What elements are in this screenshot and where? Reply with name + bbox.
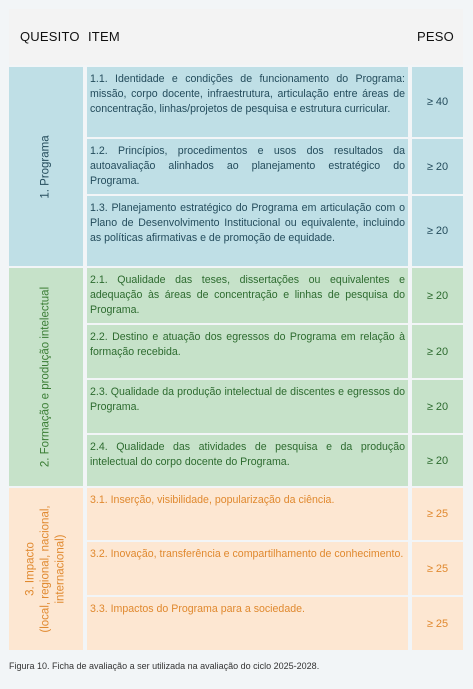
quesito-label: 1. Programa [39, 134, 52, 199]
peso-cell: ≥ 25 [412, 597, 463, 650]
header-peso: PESO [417, 29, 454, 44]
item-cell: 2.3. Qualidade da produção intelectual de discentes e egressos do Programa. [87, 380, 408, 433]
peso-cell: ≥ 25 [412, 488, 463, 540]
item-cell: 2.1. Qualidade das teses, dissertações ou equivalentes e adequação às áreas de concentração e linhas de pesquisa do Programa. [87, 268, 408, 323]
table-row [87, 380, 463, 433]
quesito-label-line: 3. Impacto [24, 542, 37, 596]
item-cell: 1.2. Princípios, procedimentos e usos dos resultados da autoavaliação alinhados ao planejamento estratégico do Programa. [87, 139, 408, 194]
table-row [87, 196, 463, 266]
item-cell: 1.3. Planejamento estratégico do Programa em articulação com o Plano de Desenvolvimento Institucional ou equivalente, incluindo as políticas afirmativas e de promoção de equidade. [87, 196, 408, 266]
quesito-label-line: (local, regional, nacional, [39, 505, 52, 633]
table-row [87, 488, 463, 540]
quesito-label: 2. Formação e produção intelectual [39, 286, 52, 468]
peso-cell: ≥ 20 [412, 196, 463, 266]
peso-cell: ≥ 40 [412, 67, 463, 137]
table-row [87, 435, 463, 486]
peso-cell: ≥ 20 [412, 139, 463, 194]
quesito-label-line: internacional) [54, 534, 67, 604]
item-cell: 3.3. Impactos do Programa para a sociedade. [87, 597, 408, 650]
table-row [87, 542, 463, 595]
peso-cell: ≥ 20 [412, 435, 463, 486]
peso-cell: ≥ 20 [412, 268, 463, 323]
table-row [87, 139, 463, 194]
peso-cell: ≥ 20 [412, 380, 463, 433]
item-cell: 1.1. Identidade e condições de funcionamento do Programa: missão, corpo docente, infraestrutura, articulação entre áreas de concentração, linhas/projetos de pesquisa e estrutura curricular. [87, 67, 408, 137]
table-header [9, 9, 463, 65]
table-row [87, 325, 463, 378]
table-row [87, 268, 463, 323]
item-cell: 3.2. Inovação, transferência e compartilhamento de conhecimento. [87, 542, 408, 595]
peso-cell: ≥ 25 [412, 542, 463, 595]
item-cell: 2.4. Qualidade das atividades de pesquisa e da produção intelectual do corpo docente do Programa. [87, 435, 408, 486]
quesito-cell [9, 67, 83, 266]
header-quesito: QUESITO [20, 29, 80, 44]
item-cell: 3.1. Inserção, visibilidade, popularização da ciência. [87, 488, 408, 540]
table-row [87, 597, 463, 650]
item-cell: 2.2. Destino e atuação dos egressos do Programa em relação à formação recebida. [87, 325, 408, 378]
figure-caption: Figura 10. Ficha de avaliação a ser utilizada na avaliação do ciclo 2025-2028. [9, 661, 320, 671]
header-item: ITEM [88, 29, 120, 44]
quesito-cell [9, 488, 83, 650]
table-row [87, 67, 463, 137]
quesito-cell [9, 268, 83, 486]
quesito-label [24, 505, 69, 632]
peso-cell: ≥ 20 [412, 325, 463, 378]
